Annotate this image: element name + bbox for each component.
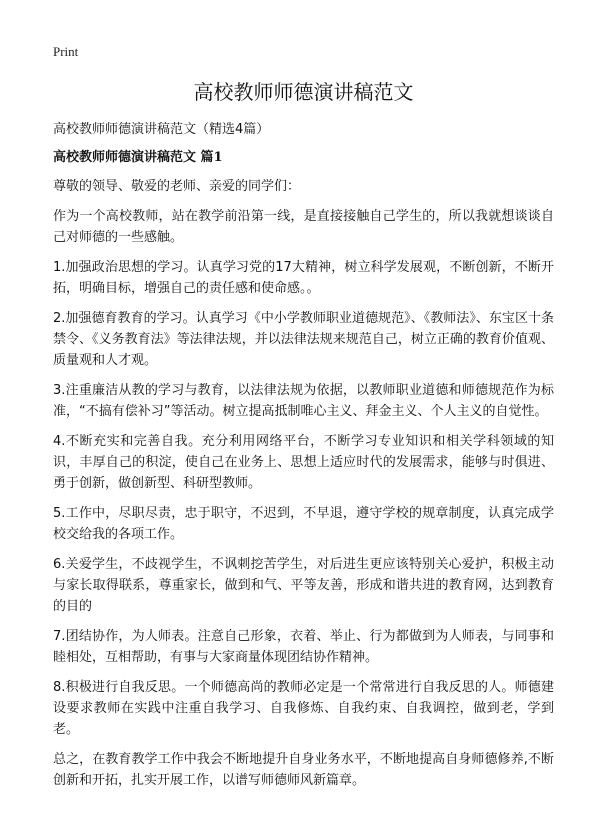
paragraph-item-2: 2.加强德育教育的学习。认真学习《中小学教师职业道德规范》、《教师法》、东宝区十条禁令、《义务教育法》等法律法规，并以法律法规来规范自己，树立正确的教育价值观、质量观和人才观。 (53, 311, 554, 368)
section-heading: 高校教师师德演讲稿范文 篇1 (53, 150, 223, 165)
paragraph-item-5: 5.工作中，尽职尽责，忠于职守，不迟到，不早退，遵守学校的规章制度，认真完成学校交给我的各项工作。 (53, 506, 554, 542)
paragraph-conclusion: 总之，在教育教学工作中我会不断地提升自身业务水平，不断地提高自身师德修养,不断创新和开拓，扎实开展工作，以谱写师德师风新篇章。 (53, 752, 554, 788)
paragraph-item-4: 4.不断充实和完善自我。充分利用网络平台，不断学习专业知识和相关学科领域的知识，丰厚自己的积淀，使自己在业务上、思想上适应时代的发展需求，能够与时俱进、勇于创新，做创新型、科研型教师。 (53, 434, 554, 491)
paragraph-item-7: 7.团结协作，为人师表。注意自己形象，衣着、举止、行为都做到为人师表，与同事和睦相处，互相帮助，有事与大家商量体现团结协作精神。 (53, 629, 554, 665)
paragraph-item-1: 1.加强政治思想的学习。认真学习党的17大精神，树立科学发展观，不断创新，不断开拓，明确目标，增强自己的责任感和使命感。。 (53, 260, 554, 296)
paragraph-greeting: 尊敬的领导、敬爱的老师、亲爱的同学们： (53, 179, 301, 194)
paragraph-item-8: 8.积极进行自我反思。一个师德高尚的教师必定是一个常常进行自我反思的人。师德建设要求教师在实践中注重自我学习、自我修炼、自我约束、自我调控，做到老，学到老。 (53, 680, 554, 737)
print-label[interactable]: Print (53, 44, 79, 59)
paragraph-item-6: 6.关爱学生，不歧视学生，不讽刺挖苦学生，对后进生更应该特别关心爱护，积极主动与家长取得联系，尊重家长，做到和气、平等友善，形成和谐共进的教育网，达到教育的目的 (53, 557, 554, 614)
paragraph-intro: 作为一个高校教师，站在教学前沿第一线，是直接接触自己学生的，所以我就想谈谈自己对师德的一些感触。 (53, 209, 554, 245)
paragraph-item-3: 3.注重廉洁从教的学习与教育，以法律法规为依据，以教师职业道德和师德规范作为标准，“不搞有偿补习”等活动。树立提高抵制唯心主义、拜金主义、个人主义的自觉性。 (53, 383, 554, 419)
document-subtitle: 高校教师师德演讲稿范文（精选4篇） (53, 122, 270, 137)
document-title: 高校教师师德演讲稿范文 (193, 80, 414, 104)
